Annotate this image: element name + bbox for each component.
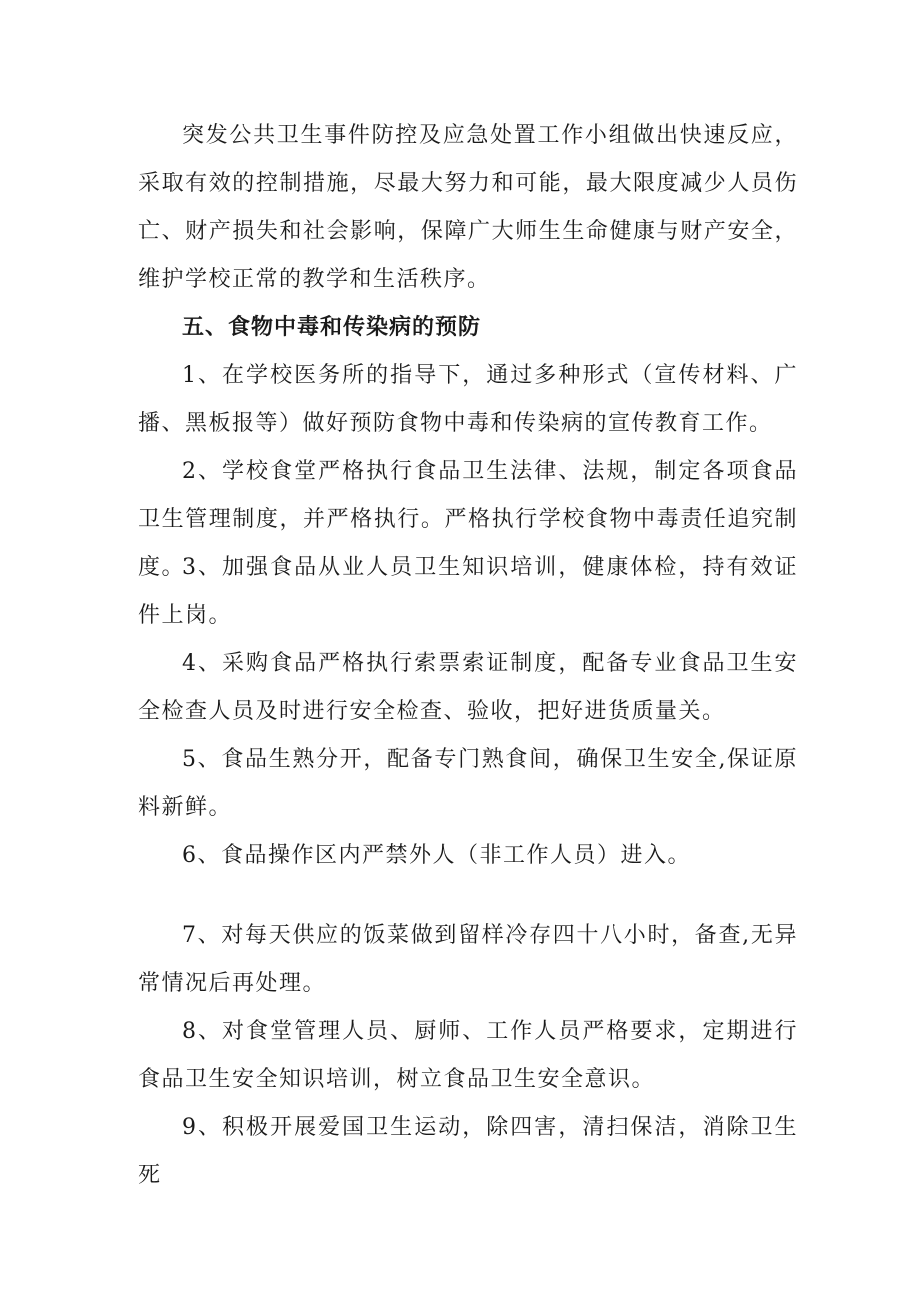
intro-paragraph: 突发公共卫生事件防控及应急处置工作小组做出快速反应，采取有效的控制措施，尽最大努力和可能，最大限度减少人员伤亡、财产损失和社会影响，保障广大师生生命健康与财产安全，维护学校正常的教学和生活秩序。 xyxy=(138,123,798,292)
list-item-2: 2、学校食堂严格执行食品卫生法律、法规，制定各项食品卫生管理制度，并严格执行。严格执行学校食物中毒责任追究制度。 xyxy=(138,459,798,580)
list-item-4: 4、采购食品严格执行索票索证制度，配备专业食品卫生安全检查人员及时进行安全检查、验收，把好进货质量关。 xyxy=(138,651,798,724)
list-item-9: 9、积极开展爱国卫生运动，除四害，清扫保洁，消除卫生死 xyxy=(138,1115,798,1188)
list-item-3: 3、加强食品从业人员卫生知识培训，健康体检，持有效证件上岗。 xyxy=(138,555,798,628)
list-item-1: 1、在学校医务所的指导下，通过多种形式（宣传材料、广播、黑板报等）做好预防食物中毒和传染病的宣传教育工作。 xyxy=(138,363,798,436)
list-item-6: 6、食品操作区内严禁外人（非工作人员）进入。 xyxy=(182,843,691,868)
section-heading-five: 五、食物中毒和传染病的预防 xyxy=(182,315,482,340)
list-item-5: 5、食品生熟分开，配备专门熟食间，确保卫生安全,保证原料新鲜。 xyxy=(138,747,798,820)
list-item-7: 7、对每天供应的饭菜做到留样冷存四十八小时，备查,无异常情况后再处理。 xyxy=(138,923,798,996)
list-item-8: 8、对食堂管理人员、厨师、工作人员严格要求，定期进行食品卫生安全知识培训，树立食品卫生安全意识。 xyxy=(138,1019,798,1092)
